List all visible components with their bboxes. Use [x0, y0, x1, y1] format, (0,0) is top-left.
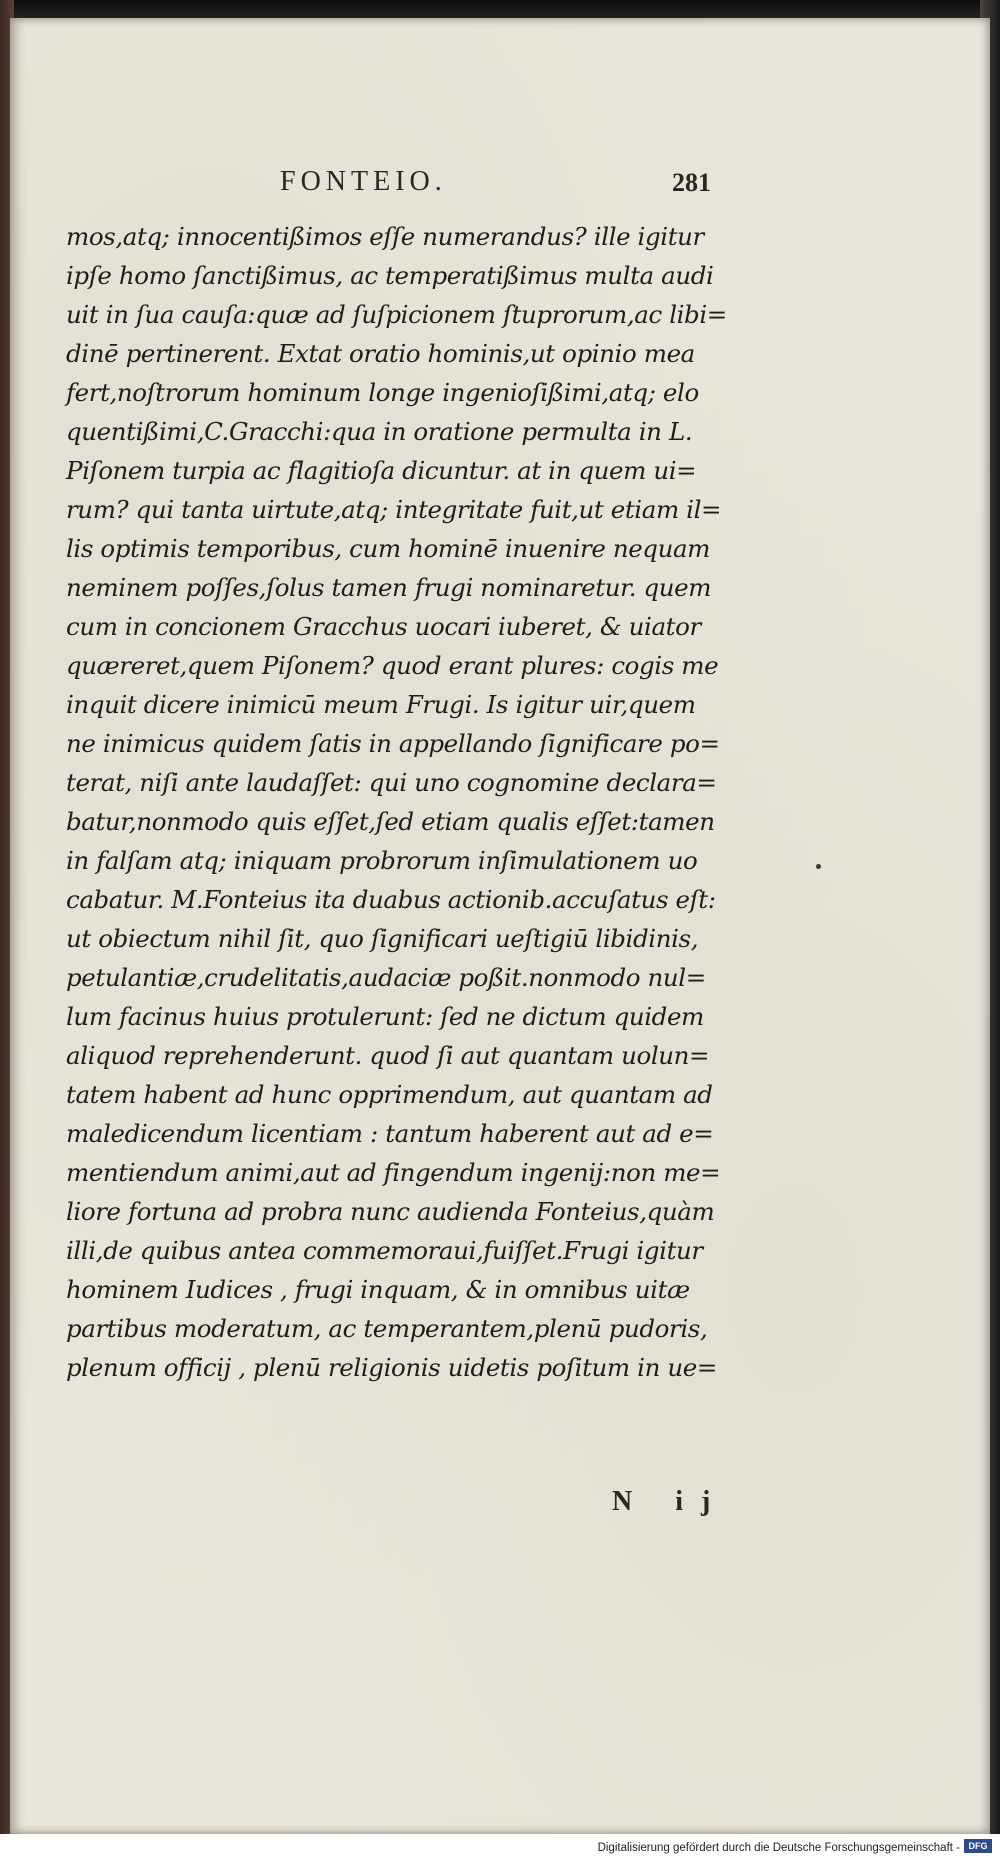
text-line: terat, niſi ante laudaſſet: qui uno cognomine declara=	[66, 768, 717, 797]
text-line: cabatur. M.Fonteius ita duabus actionib.accuſatus eſt:	[66, 885, 716, 914]
text-line: aliquod reprehenderunt. quod ſi aut quantam uolun=	[66, 1041, 710, 1070]
ink-speck	[816, 864, 821, 869]
text-line: tatem habent ad hunc opprimendum, aut quantam ad	[66, 1080, 713, 1109]
text-line: liore fortuna ad probra nunc audienda Fonteius,quàm	[66, 1197, 715, 1226]
book-page	[10, 18, 990, 1834]
text-line: rum? qui tanta uirtute,atq; integritate fuit,ut etiam il=	[66, 495, 722, 524]
running-head: FONTEIO.	[280, 166, 447, 197]
text-line: hominem Iudices , frugi inquam, & in omnibus uitæ	[66, 1275, 690, 1304]
text-line: illi,de quibus antea commemoraui,fuiſſet.Frugi igitur	[66, 1236, 703, 1265]
text-line: mos,atq; innocentißimos eſſe numerandus? ille igitur	[66, 222, 704, 251]
text-line: inquit dicere inimicū meum Frugi. Is igitur uir,quem	[66, 690, 696, 719]
signature-mark: N ij	[612, 1486, 729, 1517]
body-text	[66, 217, 746, 1387]
footer-bar	[0, 1834, 1000, 1858]
text-line: neminem poſſes,ſolus tamen frugi nominaretur. quem	[66, 573, 712, 602]
text-line: fert,noſtrorum hominum longe ingenioſißimi,atq; elo	[66, 378, 699, 407]
text-line: ne inimicus quidem ſatis in appellando ſignificare po=	[66, 729, 720, 758]
text-line: petulantiæ,crudelitatis,audaciæ poßit.nonmodo nul=	[66, 963, 706, 992]
text-line: plenum officij , plenū religionis uidetis poſitum in ue=	[66, 1353, 717, 1382]
text-line: batur,nonmodo quis eſſet,ſed etiam qualis eſſet:tamen	[66, 807, 715, 836]
text-line: mentiendum animi,aut ad fingendum ingenij:non me=	[66, 1158, 721, 1187]
text-line: uit in ſua cauſa:quæ ad ſuſpicionem ſtuprorum,ac libi=	[66, 300, 727, 329]
text-line: dinē pertinerent. Extat oratio hominis,ut opinio mea	[66, 339, 695, 368]
text-line: lum facinus huius protulerunt: ſed ne dictum quidem	[66, 1002, 704, 1031]
text-line: in falſam atq; iniquam probrorum inſimulationem uo	[66, 846, 698, 875]
text-line: partibus moderatum, ac temperantem,plenū pudoris,	[66, 1314, 708, 1343]
text-line: quæreret,quem Piſonem? quod erant plures: cogis me	[66, 651, 719, 680]
text-line: Piſonem turpia ac flagitioſa dicuntur. at in quem ui=	[66, 456, 697, 485]
text-line: ipſe homo ſanctißimus, ac temperatißimus multa audi	[66, 261, 714, 290]
text-line: lis optimis temporibus, cum hominē inuenire nequam	[66, 534, 711, 563]
text-line: maledicendum licentiam : tantum haberent aut ad e=	[66, 1119, 714, 1148]
text-line: cum in concionem Gracchus uocari iuberet, & uiator	[66, 612, 701, 641]
page-number: 281	[672, 168, 711, 197]
text-line: quentißimi,C.Gracchi:qua in oratione permulta in L.	[66, 417, 693, 446]
dfg-logo-icon: DFG	[964, 1839, 992, 1853]
funding-credit: Digitalisierung gefördert durch die Deutsche Forschungsgemeinschaft -	[597, 1842, 960, 1854]
text-line: ut obiectum nihil ſit, quo ſignificari ueſtigiū libidinis,	[66, 924, 699, 953]
